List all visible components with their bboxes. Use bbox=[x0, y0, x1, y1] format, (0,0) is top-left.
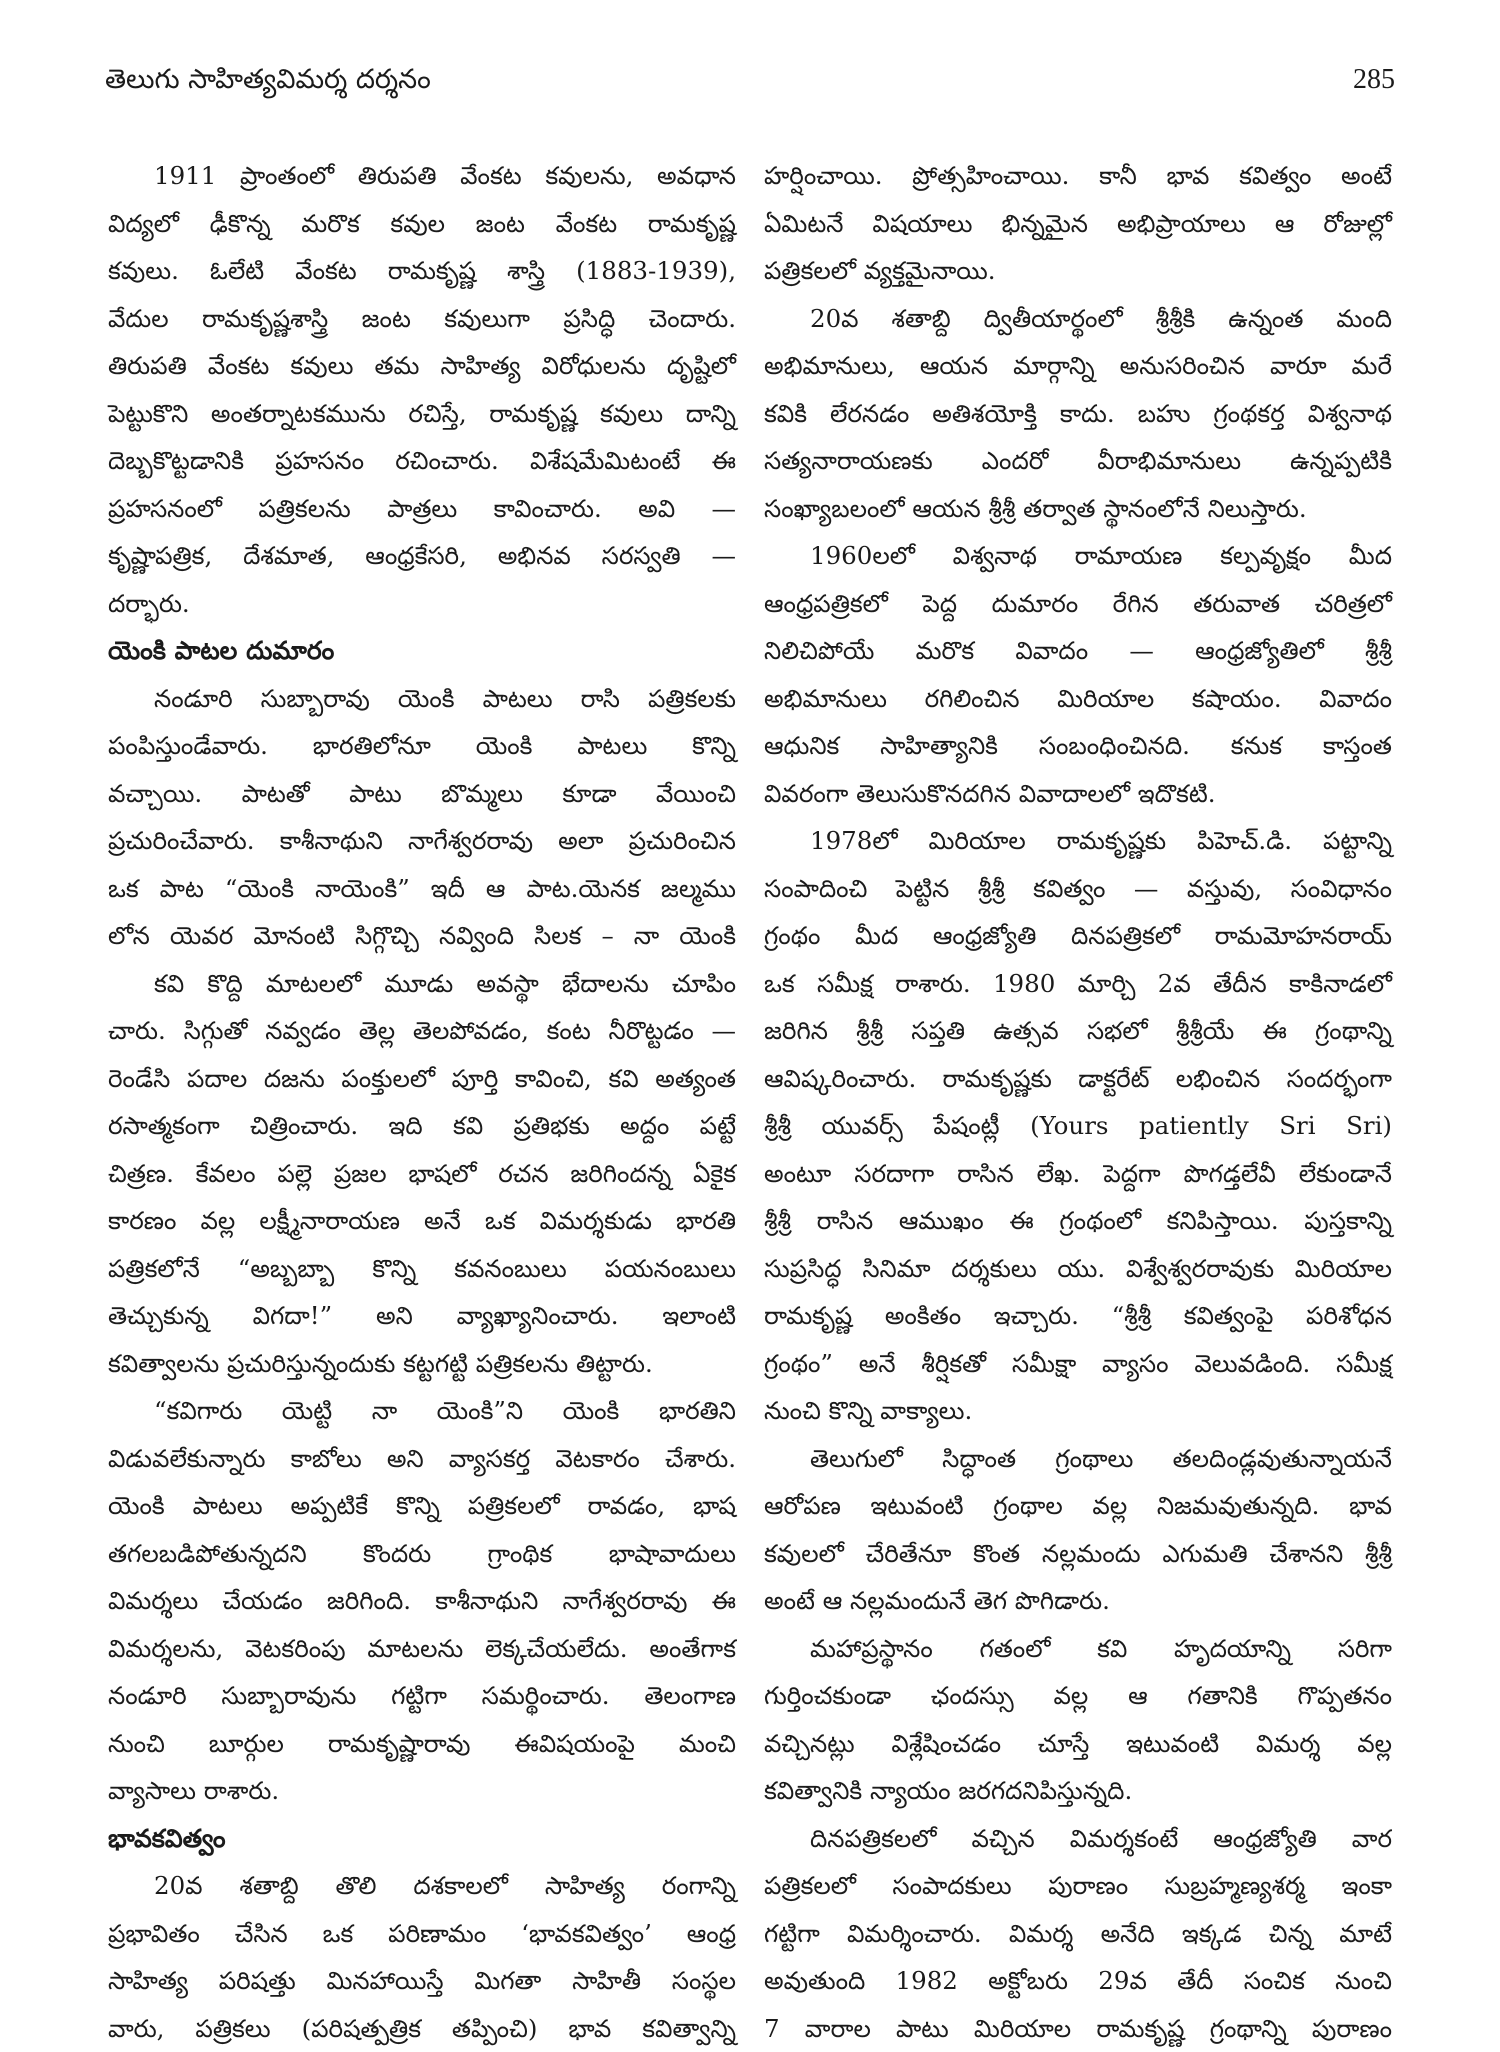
text-line: గ్రంథం మీద ఆంధ్రజ్యోతి దినపత్రికలో రామమోహనరాయ్ bbox=[764, 912, 1392, 960]
text-line: విద్యలో ఢీకొన్న మరొక కవుల జంట వేంకట రామకృష్ణ bbox=[108, 200, 736, 248]
text-line: ఆరోపణ ఇటువంటి గ్రంథాల వల్ల నిజమవుతున్నది. భావ bbox=[764, 1482, 1392, 1530]
text-line: నండూరి సుబ్బారావు యెంకి పాటలు రాసి పత్రికలకు bbox=[108, 675, 736, 723]
text-line: ఆంధ్రపత్రికలో పెద్ద దుమారం రేగిన తరువాత చరిత్రలో bbox=[764, 580, 1392, 628]
text-line: అభిమానులు, ఆయన మార్గాన్ని అనుసరించిన వారూ మరే bbox=[764, 342, 1392, 390]
book-title: తెలుగు సాహిత్యవిమర్శ దర్శనం bbox=[105, 62, 431, 98]
text-line: ఒక పాట “యెంకి నాయెంకి” ఇదీ ఆ పాట.యెనక జల్మము bbox=[108, 865, 736, 913]
text-line: వేదుల రామకృష్ణశాస్త్రి జంట కవులుగా ప్రసిద్ధి చెందారు. bbox=[108, 295, 736, 343]
text-line: పంపిస్తుండేవారు. భారతిలోనూ యెంకి పాటలు కొన్ని bbox=[108, 722, 736, 770]
text-line: తగలబడిపోతున్నదని కొందరు గ్రాంథిక భాషావాదులు bbox=[108, 1530, 736, 1578]
text-line: 20వ శతాబ్ది ద్వితీయార్థంలో శ్రీశ్రీకి ఉన్నంత మంది bbox=[764, 295, 1392, 343]
text-line: 1960లలో విశ్వనాథ రామాయణ కల్పవృక్షం మీద bbox=[764, 532, 1392, 580]
text-line: గట్టిగా విమర్శించారు. విమర్శ అనేది ఇక్కడ చిన్న మాటే bbox=[764, 1910, 1392, 1958]
text-line: రెండేసి పదాల దజను పంక్తులలో పూర్తి కావించి, కవి అత్యంత bbox=[108, 1055, 736, 1103]
text-line: కృష్ణాపత్రిక, దేశమాత, ఆంధ్రకేసరి, అభినవ సరస్వతి — bbox=[108, 532, 736, 580]
text-line: ఏమిటనే విషయాలు భిన్నమైన అభిప్రాయాలు ఆ రోజుల్లో bbox=[764, 200, 1392, 248]
text-line: చారు. సిగ్గుతో నవ్వడం తెల్ల తెలపోవడం, కంట నీరొట్టడం — bbox=[108, 1007, 736, 1055]
running-header bbox=[105, 62, 1395, 106]
page-number: 285 bbox=[1353, 62, 1395, 98]
text-line: నుంచి కొన్ని వాక్యాలు. bbox=[764, 1387, 1392, 1435]
text-line: వివరంగా తెలుసుకొనదగిన వివాదాలలో ఇదొకటి. bbox=[764, 770, 1392, 818]
text-line: తిరుపతి వేంకట కవులు తమ సాహిత్య విరోధులను దృష్టిలో bbox=[108, 342, 736, 390]
text-line: అవుతుంది 1982 అక్టోబరు 29వ తేదీ సంచిక నుంచి bbox=[764, 1957, 1392, 2005]
text-line: లోన యెవర మోనంటి సిగ్గొచ్చి నవ్వింది సిలక – నా యెంకి bbox=[108, 912, 736, 960]
text-line: అంటూ సరదాగా రాసిన లేఖ. పెద్దగా పొగడ్తలేవీ లేకుండానే bbox=[764, 1150, 1392, 1198]
text-line: ప్రచురించేవారు. కాశీనాథుని నాగేశ్వరరావు అలా ప్రచురించిన bbox=[108, 817, 736, 865]
text-line: దినపత్రికలలో వచ్చిన విమర్శకంటే ఆంధ్రజ్యోతి వార bbox=[764, 1815, 1392, 1863]
text-line: కవికి లేరనడం అతిశయోక్తి కాదు. బహు గ్రంథకర్త విశ్వనాథ bbox=[764, 390, 1392, 438]
section-heading-bhavakavitvam: భావకవిత్వం bbox=[108, 1815, 736, 1863]
text-line: ప్రభావితం చేసిన ఒక పరిణామం ‘భావకవిత్వం’ ఆంధ్ర bbox=[108, 1910, 736, 1958]
text-line: ప్రహసనంలో పత్రికలను పాత్రలు కావించారు. అవి — bbox=[108, 485, 736, 533]
text-line: 1978లో మిరియాల రామకృష్ణకు పిహెచ్.డి. పట్టాన్ని bbox=[764, 817, 1392, 865]
text-line: మహాప్రస్థానం గతంలో కవి హృదయాన్ని సరిగా bbox=[764, 1625, 1392, 1673]
text-line: సత్యనారాయణకు ఎందరో వీరాభిమానులు ఉన్నప్పటికి bbox=[764, 437, 1392, 485]
text-line: 20వ శతాబ్ది తొలి దశకాలలో సాహిత్య రంగాన్ని bbox=[108, 1862, 736, 1910]
text-line: రామకృష్ణ అంకితం ఇచ్చారు. “శ్రీశ్రీ కవిత్వంపై పరిశోధన bbox=[764, 1292, 1392, 1340]
text-line: కవులు. ఓలేటి వేంకట రామకృష్ణ శాస్త్రి (1883-1939), bbox=[108, 247, 736, 295]
text-line: యెంకి పాటలు అప్పటికే కొన్ని పత్రికలలో రావడం, భాష bbox=[108, 1482, 736, 1530]
text-line: వారు, పత్రికలు (పరిషత్పత్రిక తప్పించి) భావ కవిత్వాన్ని bbox=[108, 2005, 736, 2052]
text-line: గ్రంథం” అనే శీర్షికతో సమీక్షా వ్యాసం వెలువడింది. సమీక్ష bbox=[764, 1340, 1392, 1388]
text-line: హర్షించాయి. ప్రోత్సహించాయి. కానీ భావ కవిత్వం అంటే bbox=[764, 152, 1392, 200]
text-line: అంటే ఆ నల్లమందునే తెగ పొగిడారు. bbox=[764, 1577, 1392, 1625]
right-column bbox=[764, 152, 1392, 1977]
text-line: వచ్చాయి. పాటతో పాటు బొమ్మలు కూడా వేయించి bbox=[108, 770, 736, 818]
section-heading-yenki-patalu: యెంకి పాటల దుమారం bbox=[108, 627, 736, 675]
text-line: నిలిచిపోయే మరొక వివాదం — ఆంధ్రజ్యోతిలో శ్రీశ్రీ bbox=[764, 627, 1392, 675]
text-line: అభిమానులు రగిలించిన మిరియాల కషాయం. వివాదం bbox=[764, 675, 1392, 723]
text-line: పత్రికలలో వ్యక్తమైనాయి. bbox=[764, 247, 1392, 295]
text-line: విమర్శలను, వెటకరింపు మాటలను లెక్కచేయలేదు. అంతేగాక bbox=[108, 1625, 736, 1673]
text-line: శ్రీశ్రీ రాసిన ఆముఖం ఈ గ్రంథంలో కనిపిస్తాయి. పుస్తకాన్ని bbox=[764, 1197, 1392, 1245]
text-line: కవిత్వానికి న్యాయం జరగదనిపిస్తున్నది. bbox=[764, 1767, 1392, 1815]
text-line: జరిగిన శ్రీశ్రీ సప్తతి ఉత్సవ సభలో శ్రీశ్రీయే ఈ గ్రంథాన్ని bbox=[764, 1007, 1392, 1055]
text-line: శ్రీశ్రీ యువర్స్ పేషంట్లీ (Yours patiently Sri Sri) bbox=[764, 1102, 1392, 1150]
text-line: చిత్రణ. కేవలం పల్లె ప్రజల భాషలో రచన జరిగిందన్న ఏకైక bbox=[108, 1150, 736, 1198]
text-line: సుప్రసిద్ధ సినిమా దర్శకులు యు. విశ్వేశ్వరరావుకు మిరియాల bbox=[764, 1245, 1392, 1293]
text-line: తెచ్చుకున్న విగదా!” అని వ్యాఖ్యానించారు. ఇలాంటి bbox=[108, 1292, 736, 1340]
text-line: పెట్టుకొని అంతర్నాటకమును రచిస్తే, రామకృష్ణ కవులు దాన్ని bbox=[108, 390, 736, 438]
text-line: వచ్చినట్లు విశ్లేషించడం చూస్తే ఇటువంటి విమర్శ వల్ల bbox=[764, 1720, 1392, 1768]
text-line: “కవిగారు యెట్టి నా యెంకి”ని యెంకి భారతిని bbox=[108, 1387, 736, 1435]
text-line: నండూరి సుబ్బారావును గట్టిగా సమర్థించారు. తెలంగాణ bbox=[108, 1672, 736, 1720]
text-line: సంపాదించి పెట్టిన శ్రీశ్రీ కవిత్వం — వస్తువు, సంవిధానం bbox=[764, 865, 1392, 913]
text-line: 7 వారాల పాటు మిరియాల రామకృష్ణ గ్రంథాన్ని పురాణం bbox=[764, 2005, 1392, 2052]
text-line: 1911 ప్రాంతంలో తిరుపతి వేంకట కవులను, అవధాన bbox=[108, 152, 736, 200]
text-line: ఆవిష్కరించారు. రామకృష్ణకు డాక్టరేట్ లభించిన సందర్భంగా bbox=[764, 1055, 1392, 1103]
text-line: పత్రికలోనే “అబ్బబ్బా కొన్ని కవనంబులు పయనంబులు bbox=[108, 1245, 736, 1293]
text-line: దర్భారు. bbox=[108, 580, 736, 628]
text-line: కారణం వల్ల లక్ష్మీనారాయణ అనే ఒక విమర్శకుడు భారతి bbox=[108, 1197, 736, 1245]
text-line: విడువలేకున్నారు కాబోలు అని వ్యాసకర్త వెటకారం చేశారు. bbox=[108, 1435, 736, 1483]
text-line: గుర్తించకుండా ఛందస్సు వల్ల ఆ గతానికి గొప్పతనం bbox=[764, 1672, 1392, 1720]
text-line: సంఖ్యాబలంలో ఆయన శ్రీశ్రీ తర్వాత స్థానంలోనే నిలుస్తారు. bbox=[764, 485, 1392, 533]
text-line: వ్యాసాలు రాశారు. bbox=[108, 1767, 736, 1815]
text-line: తెలుగులో సిద్ధాంత గ్రంథాలు తలదిండ్లవుతున్నాయనే bbox=[764, 1435, 1392, 1483]
text-line: కవి కొద్ది మాటలలో మూడు అవస్థా భేదాలను చూపిం bbox=[108, 960, 736, 1008]
text-line: విమర్శలు చేయడం జరిగింది. కాశీనాథుని నాగేశ్వరరావు ఈ bbox=[108, 1577, 736, 1625]
text-line: కవులలో చేరితేనూ కొంత నల్లమందు ఎగుమతి చేశానని శ్రీశ్రీ bbox=[764, 1530, 1392, 1578]
text-line: దెబ్బకొట్టడానికి ప్రహసనం రచించారు. విశేషమేమిటంటే ఈ bbox=[108, 437, 736, 485]
text-line: పత్రికలలో సంపాదకులు పురాణం సుబ్రహ్మణ్యశర్మ ఇంకా bbox=[764, 1862, 1392, 1910]
text-line: ఆధునిక సాహిత్యానికి సంబంధించినది. కనుక కాస్తంత bbox=[764, 722, 1392, 770]
text-line: ఒక సమీక్ష రాశారు. 1980 మార్చి 2వ తేదీన కాకినాడలో bbox=[764, 960, 1392, 1008]
text-line: సాహిత్య పరిషత్తు మినహాయిస్తే మిగతా సాహితీ సంస్థల bbox=[108, 1957, 736, 2005]
left-column bbox=[108, 152, 736, 1977]
text-line: కవిత్వాలను ప్రచురిస్తున్నందుకు కట్టగట్టి పత్రికలను తిట్టారు. bbox=[108, 1340, 736, 1388]
text-line: రసాత్మకంగా చిత్రించారు. ఇది కవి ప్రతిభకు అద్దం పట్టే bbox=[108, 1102, 736, 1150]
text-line: నుంచి బూర్గుల రామకృష్ణారావు ఈవిషయంపై మంచి bbox=[108, 1720, 736, 1768]
